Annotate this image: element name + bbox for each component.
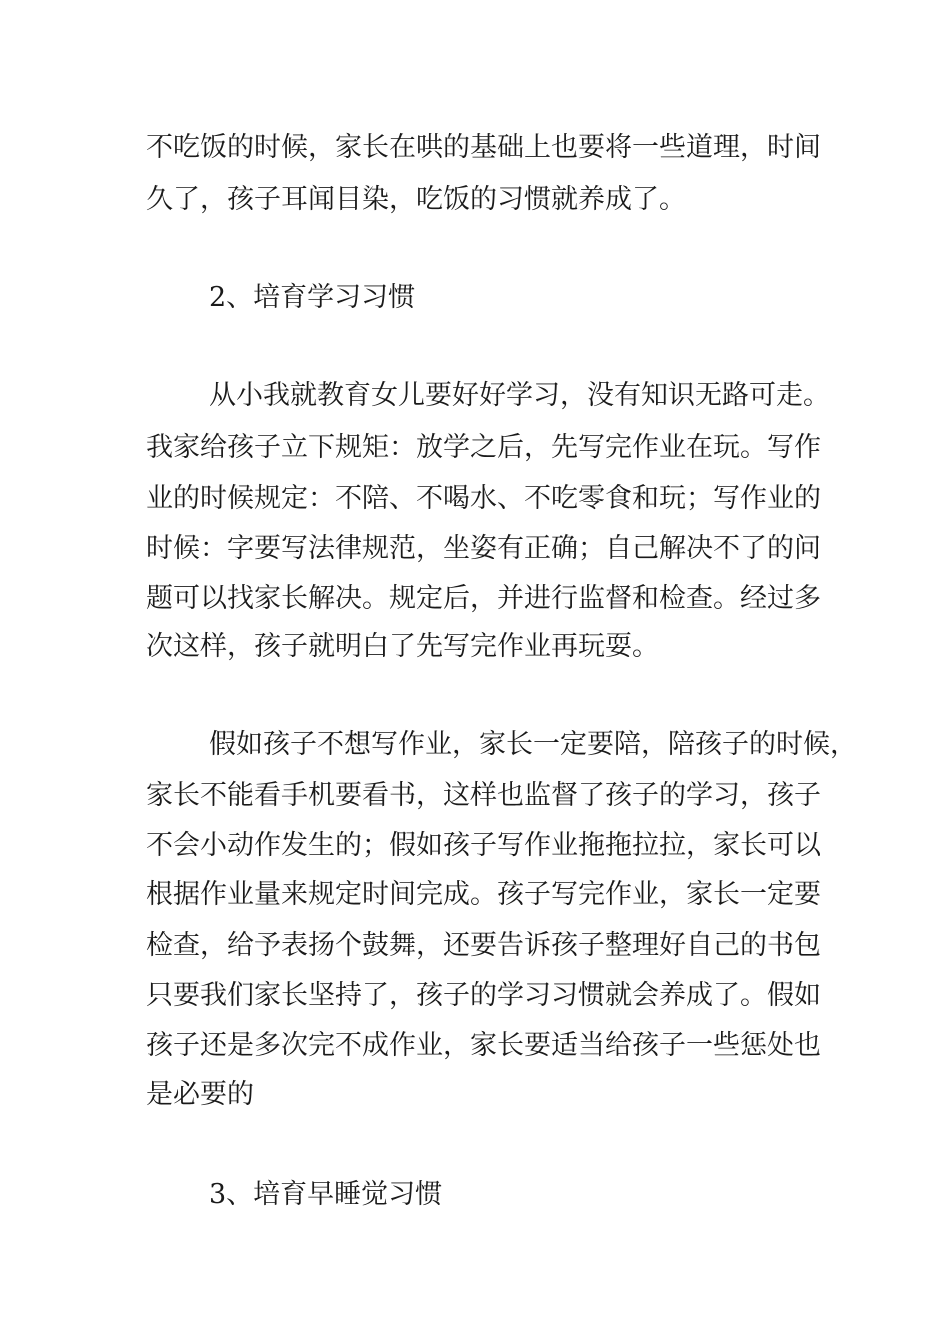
paragraph-line: 不会小动作发生的；假如孩子写作业拖拖拉拉，家长可以	[146, 830, 821, 861]
paragraph-line: 家长不能看手机要看书，这样也监督了孩子的学习，孩子	[146, 780, 821, 811]
paragraph-line: 题可以找家长解决。规定后，并进行监督和检查。经过多	[146, 583, 821, 614]
paragraph-line: 我家给孩子立下规矩：放学之后，先写完作业在玩。写作	[146, 432, 821, 463]
paragraph-line: 检查，给予表扬个鼓舞，还要告诉孩子整理好自己的书包	[146, 930, 821, 961]
section-heading: 2、培育学习习惯	[209, 282, 416, 313]
paragraph-line: 只要我们家长坚持了，孩子的学习习惯就会养成了。假如	[146, 980, 821, 1011]
paragraph-line: 是必要的	[146, 1079, 254, 1110]
paragraph-line: 根据作业量来规定时间完成。孩子写完作业，家长一定要	[146, 879, 821, 910]
paragraph-line: 久了，孩子耳闻目染，吃饭的习惯就养成了。	[146, 184, 686, 215]
section-heading: 3、培育早睡觉习惯	[209, 1179, 443, 1210]
paragraph-line: 从小我就教育女儿要好好学习，没有知识无路可走。	[209, 380, 830, 411]
paragraph-line: 时候：字要写法律规范，坐姿有正确；自己解决不了的问	[146, 533, 821, 564]
paragraph-line: 孩子还是多次完不成作业，家长要适当给孩子一些惩处也	[146, 1030, 821, 1061]
paragraph-line: 假如孩子不想写作业，家长一定要陪，陪孩子的时候，	[209, 729, 857, 760]
paragraph-line: 次这样，孩子就明白了先写完作业再玩耍。	[146, 631, 659, 662]
paragraph-line: 不吃饭的时候，家长在哄的基础上也要将一些道理，时间	[146, 132, 821, 163]
paragraph-line: 业的时候规定：不陪、不喝水、不吃零食和玩；写作业的	[146, 483, 821, 514]
